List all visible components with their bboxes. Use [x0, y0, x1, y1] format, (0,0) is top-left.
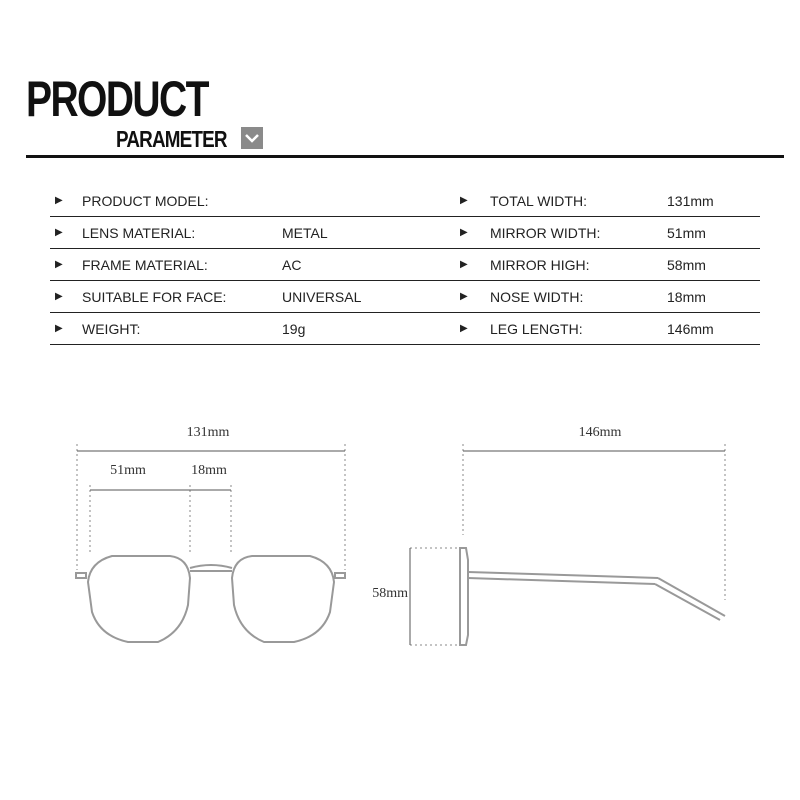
- page-title: PRODUCT: [26, 71, 208, 127]
- bullet-icon: ▶: [460, 227, 468, 238]
- left-hinge: [76, 573, 86, 578]
- leg-length-label: 146mm: [578, 425, 622, 440]
- param-label: LEG LENGTH:: [490, 321, 583, 337]
- param-label: TOTAL WIDTH:: [490, 193, 587, 209]
- temple-tip: [655, 578, 725, 620]
- bullet-icon: ▶: [55, 227, 63, 238]
- nose-width-label: 18mm: [191, 463, 227, 478]
- param-label: SUITABLE FOR FACE:: [82, 289, 227, 305]
- left-lens: [88, 556, 190, 642]
- param-value: 19g: [282, 321, 306, 337]
- front-view-glasses: [76, 556, 345, 642]
- right-lens: [232, 556, 334, 642]
- total-width-label: 131mm: [186, 425, 230, 440]
- right-hinge: [335, 573, 345, 578]
- bullet-icon: ▶: [55, 291, 63, 302]
- bullet-icon: ▶: [460, 195, 468, 206]
- param-value: 146mm: [667, 321, 714, 337]
- param-label: NOSE WIDTH:: [490, 289, 584, 305]
- param-value: AC: [282, 257, 302, 273]
- temple-arm-bottom: [468, 578, 655, 584]
- param-value: 131mm: [667, 193, 714, 209]
- bullet-icon: ▶: [55, 259, 63, 270]
- param-value: 58mm: [667, 257, 706, 273]
- dimension-guides: [77, 444, 725, 645]
- param-value: 51mm: [667, 225, 706, 241]
- bullet-icon: ▶: [460, 323, 468, 334]
- side-lens: [460, 548, 468, 645]
- nose-bridge: [190, 565, 232, 568]
- bullet-icon: ▶: [460, 259, 468, 270]
- bullet-icon: ▶: [55, 323, 63, 334]
- param-label: FRAME MATERIAL:: [82, 257, 208, 273]
- param-value: METAL: [282, 225, 328, 241]
- param-label: LENS MATERIAL:: [82, 225, 196, 241]
- temple-arm-top: [468, 572, 658, 578]
- side-view-glasses: [460, 548, 725, 645]
- lens-height-label: 58mm: [372, 586, 408, 601]
- param-label: MIRROR WIDTH:: [490, 225, 601, 241]
- page-subtitle: PARAMETER: [116, 126, 227, 152]
- param-label: WEIGHT:: [82, 321, 141, 337]
- param-label: PRODUCT MODEL:: [82, 193, 209, 209]
- param-value: UNIVERSAL: [282, 289, 362, 305]
- bullet-icon: ▶: [460, 291, 468, 302]
- lens-width-label: 51mm: [110, 463, 146, 478]
- param-value: 18mm: [667, 289, 706, 305]
- dimension-lines: [77, 451, 725, 645]
- param-label: MIRROR HIGH:: [490, 257, 590, 273]
- bullet-icon: ▶: [55, 195, 63, 206]
